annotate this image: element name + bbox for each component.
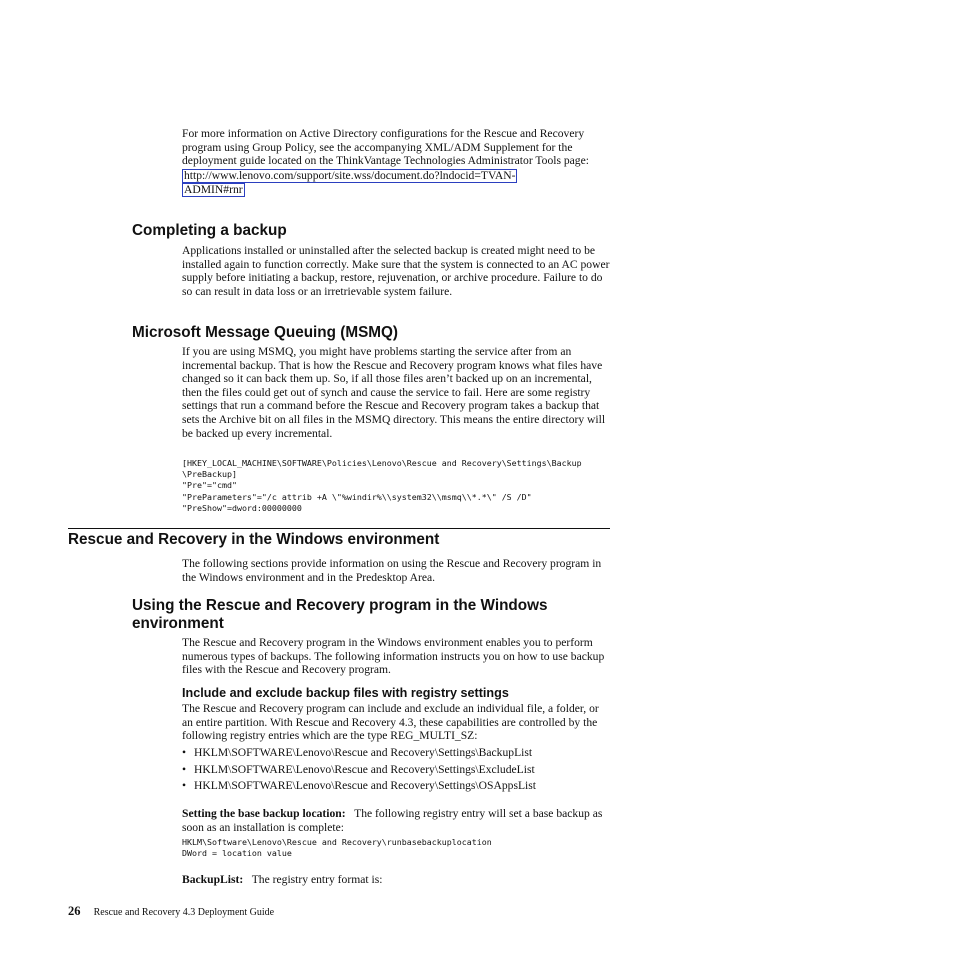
include-exclude-heading: Include and exclude backup files with registry settings [182, 686, 509, 700]
admin-tools-link-line1[interactable]: http://www.lenovo.com/support/site.wss/document.do?lndocid=TVAN- [184, 168, 516, 182]
intro-section [182, 127, 612, 197]
list-item: • HKLM\SOFTWARE\Lenovo\Rescue and Recovery\Settings\BackupList [182, 746, 533, 759]
base-backup-paragraph [182, 807, 612, 834]
intro-paragraph: For more information on Active Directory configurations for the Rescue and Recovery program using Group Policy, see the accompanying XML/ADM Supplement for the deployment guide located on the ThinkVantage Technologies Administrator Tools page: [182, 127, 589, 168]
list-item: • HKLM\SOFTWARE\Lenovo\Rescue and Recovery\Settings\ExcludeList [182, 762, 535, 776]
bullet-icon: • [182, 779, 187, 793]
completing-backup-heading: Completing a backup [132, 222, 287, 239]
page-number: 26 [68, 904, 81, 918]
using-program-heading [132, 597, 612, 633]
backuplist-text: The registry entry format is: [251, 873, 383, 886]
include-exclude-paragraph: The Rescue and Recovery program can include and exclude an individual file, a folder, or an entire partition. With Rescue and Recovery 4.3, these capabilities are controlled by the following registry entries which are the type REG_MULTI_SZ: [182, 702, 599, 743]
list-item: • HKLM\SOFTWARE\Lenovo\Rescue and Recovery\Settings\OSAppsList [182, 779, 536, 793]
base-backup-label: Setting the base backup location: [182, 807, 346, 820]
using-program-heading-line2: environment [132, 615, 224, 632]
using-program-heading-line1: Using the Rescue and Recovery program in the Windows [132, 597, 548, 614]
bullet-icon: • [182, 746, 187, 759]
msmq-heading: Microsoft Message Queuing (MSMQ) [132, 324, 399, 341]
msmq-paragraph: If you are using MSMQ, you might have problems starting the service after from an incremental backup. That is how the Rescue and Recovery program knows what files have changed so it can back them up. So, if all those files aren’t backed up on an incremental, then the files could get out of synch and cause the service to fail. Here are some registry settings that run a command before the Rescue and Recovery program takes a backup that sets the Archive bit on all files in the MSMQ directory. This means the entire directory will be backed up every incremental. [182, 345, 606, 440]
backuplist-paragraph [182, 873, 612, 887]
windows-env-heading: Rescue and Recovery in the Windows environment [68, 531, 440, 548]
windows-env-paragraph: The following sections provide information on using the Rescue and Recovery program in the Windows environment and in the Predesktop Area. [182, 557, 602, 584]
section-divider [68, 528, 610, 529]
page-footer [68, 900, 274, 919]
completing-backup-paragraph: Applications installed or uninstalled after the selected backup is created might need to be installed again to function correctly. Make sure that the system is connected to an AC power supply before initiating a backup, restore, rejuvenation, or archive procedure. Failure to do so can result in data loss or an irretrievable system failure. [182, 244, 610, 298]
using-program-paragraph: The Rescue and Recovery program in the Windows environment enables you to perform numerous types of backups. The following information instructs you on how to use backup files with the Rescue and Recovery program. [182, 636, 605, 677]
registry-bullet-list [182, 746, 612, 796]
base-backup-text: The following registry entry will set a base backup as soon as an installation is complete: [182, 807, 603, 834]
footer-title: Rescue and Recovery 4.3 Deployment Guide [93, 907, 275, 918]
bullet-icon: • [182, 762, 187, 776]
msmq-registry-code: [HKEY_LOCAL_MACHINE\SOFTWARE\Policies\Lenovo\Rescue and Recovery\Settings\Backup \PreBackup] "Pre"="cmd" "PreParameters"="/c attrib +A \"%windir%\\system32\\msmq\\*.*\" /S /D" "PreShow"=dword:00000000 [182, 458, 582, 513]
backuplist-label: BackupList: [182, 873, 244, 886]
admin-tools-link-line2[interactable]: ADMIN#rnr [184, 182, 243, 196]
base-backup-code: HKLM\Software\Lenovo\Rescue and Recovery\runbasebackuplocation DWord = location value [182, 837, 492, 859]
